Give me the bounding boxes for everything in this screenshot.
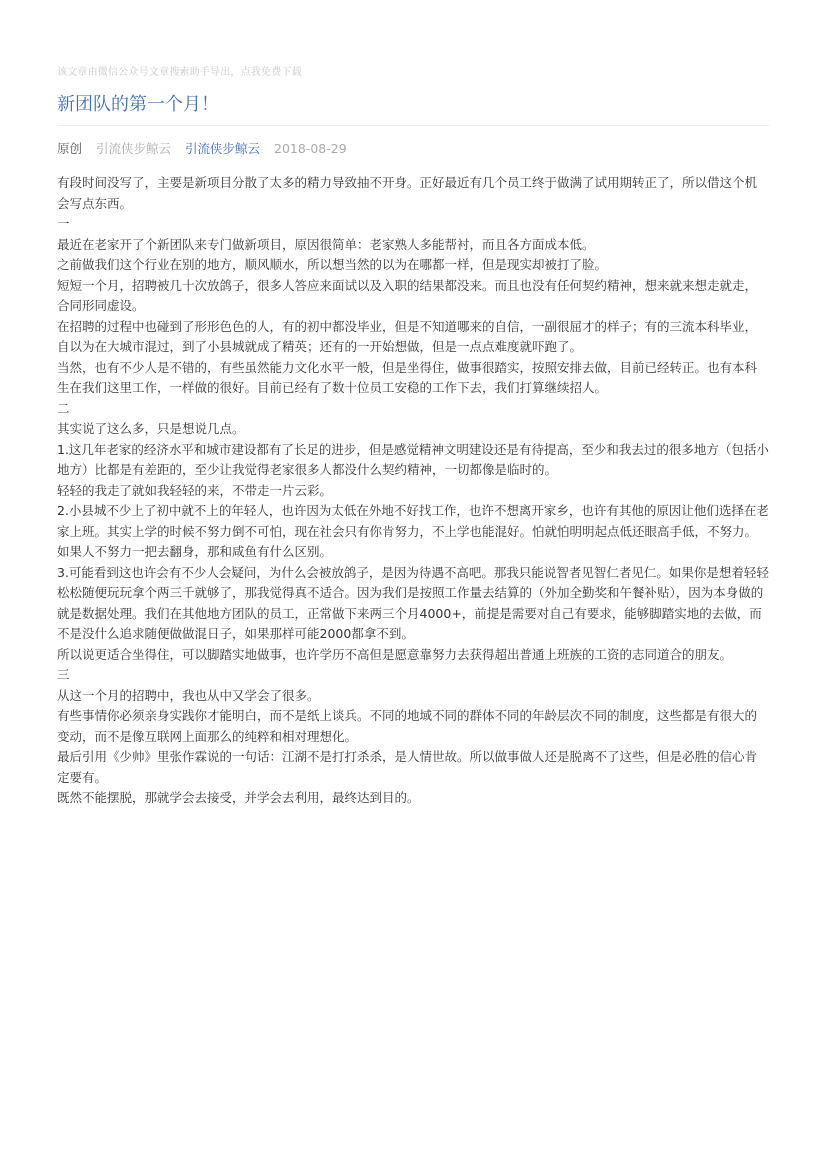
paragraph: 1.这几年老家的经济水平和城市建设都有了长足的进步，但是感觉精神文明建设还是有待提高，至少和我去过的很多地方（包括小地方）比都是有差距的，至少让我觉得老家很多人都没什么契约精神，一切都像是临时的。	[57, 441, 769, 477]
section-marker: 三	[57, 667, 70, 682]
author-name: 引流侠步鲸云	[96, 141, 172, 156]
paragraph: 短短一个月，招聘被几十次放鸽子，很多人答应来面试以及入职的结果都没来。而且也没有任何契约精神，想来就来想走就走，合同形同虚设。	[57, 277, 758, 313]
paragraph: 从这一个月的招聘中，我也从中又学会了很多。	[57, 687, 320, 703]
paragraph: 有些事情你必须亲身实践你才能明白，而不是纸上谈兵。不同的地域不同的群体不同的年龄层次不同的制度，这些都是有很大的变动，而不是像互联网上面那么的纯粹和相对理想化。	[57, 708, 758, 744]
paragraph: 既然不能摆脱，那就学会去接受，并学会去利用，最终达到目的。	[57, 790, 420, 805]
paragraph: 最近在老家开了个新团队来专门做新项目，原因很简单：老家熟人多能帮衬，而且各方面成本低。	[57, 236, 595, 252]
article-meta	[57, 140, 357, 158]
paragraph: 2.小县城不少上了初中就不上的年轻人，也许因为太低在外地不好找工作，也许不想离开家乡，也许有其他的原因让他们选择在老家上班。其实上学的时候不努力倒不可怕，现在社会只有你肯努力，不上学也能混好。怕就怕明明起点低还眼高手低，不努力。如果人不努力一把去翻身，那和咸鱼有什么区别。	[57, 503, 769, 559]
article-title: 新团队的第一个月！	[57, 94, 219, 115]
paragraph: 在招聘的过程中也碰到了形形色色的人，有的初中都没毕业，但是不知道哪来的自信，一副很屈才的样子；有的三流本科毕业，自以为在大城市混过，到了小县城就成了精英；还有的一开始想做，但是一点点难度就吓跑了。	[57, 318, 758, 354]
original-label: 原创	[57, 141, 83, 156]
paragraph: 最后引用《少帅》里张作霖说的一句话：江湖不是打打杀杀，是人情世故。所以做事做人还是脱离不了这些，但是必胜的信心肯定要有。	[57, 749, 758, 785]
paragraph: 有段时间没写了，主要是新项目分散了太多的精力导致抽不开身。正好最近有几个员工终于做满了试用期转正了，所以借这个机会写点东西。	[57, 175, 758, 211]
title-divider	[57, 125, 769, 126]
paragraph: 所以说更适合坐得住，可以脚踏实地做事，也许学历不高但是愿意靠努力去获得超出普通上班族的工资的志同道合的朋友。	[57, 646, 733, 662]
publish-date: 2018-08-29	[274, 141, 347, 156]
paragraph: 3.可能看到这也许会有不少人会疑问，为什么会被放鸽子，是因为待遇不高吧。那我只能说智者见智仁者见仁。如果你是想着轻轻松松随便玩玩拿个两三千就够了，那我觉得真不适合。因为我们是按照工作量去结算的（外加全勤奖和午餐补贴），因为本身做的就是数据处理。我们在其他地方团队的员工，正常做下来两三个月4000+，前提是需要对自己有要求，能够脚踏实地的去做，而不是没什么追求随便做做混日子，如果那样可能2000都拿不到。	[57, 564, 769, 641]
paragraph: 其实说了这么多，只是想说几点。	[57, 421, 245, 436]
paragraph: 轻轻的我走了就如我轻轻的来，不带走一片云彩。	[57, 482, 333, 498]
paragraph: 当然，也有不少人是不错的，有些虽然能力文化水平一般，但是坐得住，做事很踏实，按照安排去做，目前已经转正。也有本科生在我们这里工作，一样做的很好。目前已经有了数十位员工安稳的工作下去，我们打算继续招人。	[57, 359, 758, 395]
export-note-link[interactable]: 该文章由微信公众号文章搜索助手导出，点我免费下载	[57, 67, 302, 78]
section-marker: 二	[57, 400, 70, 416]
account-link[interactable]: 引流侠步鲸云	[185, 141, 261, 156]
article-content	[57, 173, 769, 809]
paragraph: 之前做我们这个行业在别的地方，顺风顺水，所以想当然的以为在哪都一样，但是现实却被打了脸。	[57, 257, 608, 272]
section-marker: 一	[57, 216, 70, 231]
